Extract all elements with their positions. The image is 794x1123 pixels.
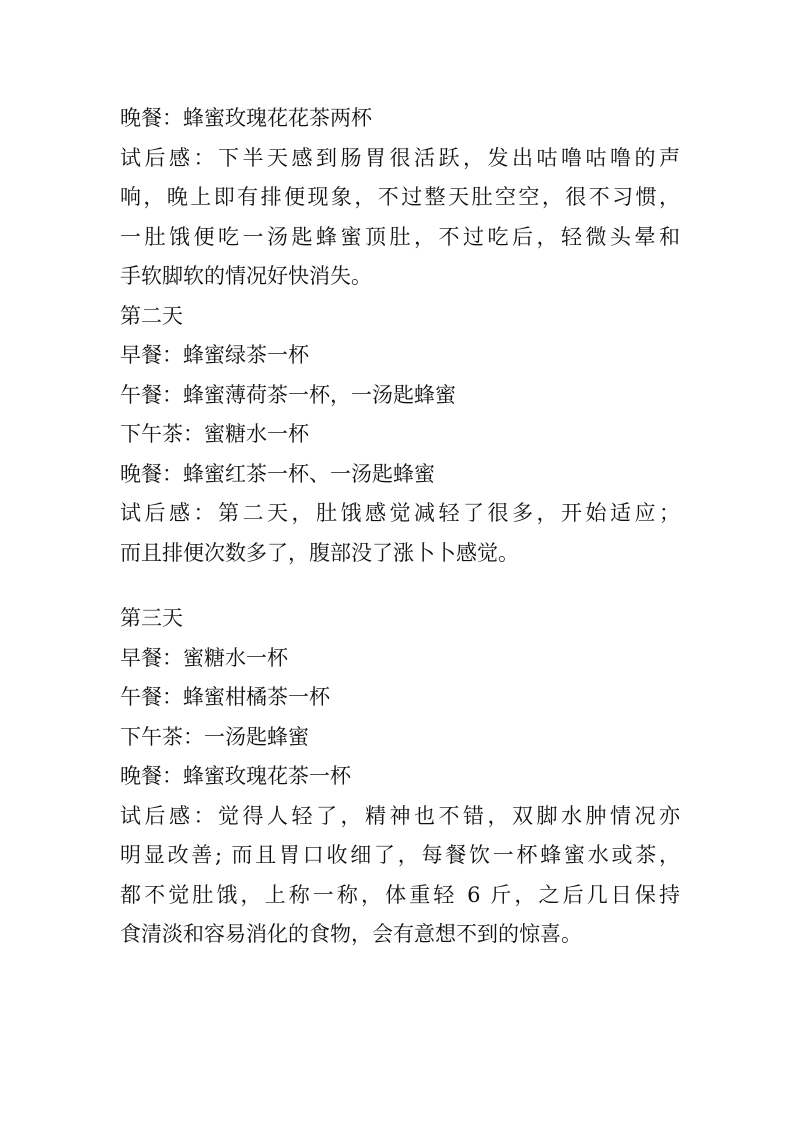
day1-feedback-line-4: 手软脚软的情况好快消失。: [120, 264, 372, 288]
day2-heading: 第二天: [120, 303, 183, 328]
day3-lunch: 午餐：蜂蜜柑橘茶一杯: [120, 685, 330, 709]
day1-dinner: 晚餐：蜂蜜玫瑰花花茶两杯: [120, 106, 372, 130]
day3-afternoon-tea: 下午茶：一汤匙蜂蜜: [120, 724, 309, 749]
day2-breakfast: 早餐：蜂蜜绿茶一杯: [120, 343, 309, 367]
day2-dinner: 晚餐：蜂蜜红茶一杯、一汤匙蜂蜜: [120, 461, 435, 486]
day3-heading: 第三天: [120, 606, 183, 630]
day2-feedback-line-2: 而且排便次数多了，腹部没了涨卜卜感觉。: [120, 540, 519, 565]
day3-feedback-line-3: 都不觉肚饿，上称一称，体重轻 6 斤，之后几日保持: [120, 882, 680, 907]
day2-feedback-line-1: 试后感：第二天，肚饿感觉减轻了很多，开始适应；: [120, 501, 680, 525]
day3-feedback-line-1: 试后感：觉得人轻了，精神也不错，双脚水肿情况亦: [120, 803, 680, 828]
day3-feedback-line-2: 明显改善; 而且胃口收细了，每餐饮一杯蜂蜜水或茶，: [120, 843, 680, 867]
day1-feedback-line-3: 一肚饿便吃一汤匙蜂蜜顶肚，不过吃后，轻微头晕和: [120, 224, 680, 249]
day3-feedback-line-4: 食清淡和容易消化的食物，会有意想不到的惊喜。: [120, 922, 582, 946]
day1-feedback-line-2: 响，晚上即有排便现象，不过整天肚空空，很不习惯，: [120, 185, 680, 209]
day3-breakfast: 早餐：蜜糖水一杯: [120, 645, 288, 670]
paragraph-spacer: [120, 573, 680, 599]
day2-afternoon-tea: 下午茶：蜜糖水一杯: [120, 422, 309, 446]
document-body: [120, 99, 680, 955]
day1-feedback-line-1: 试后感：下半天感到肠胃很活跃，发出咕噜咕噜的声: [120, 145, 680, 170]
day3-dinner: 晚餐：蜂蜜玫瑰花茶一杯: [120, 764, 351, 788]
day2-lunch: 午餐：蜂蜜薄荷茶一杯，一汤匙蜂蜜: [120, 382, 456, 407]
